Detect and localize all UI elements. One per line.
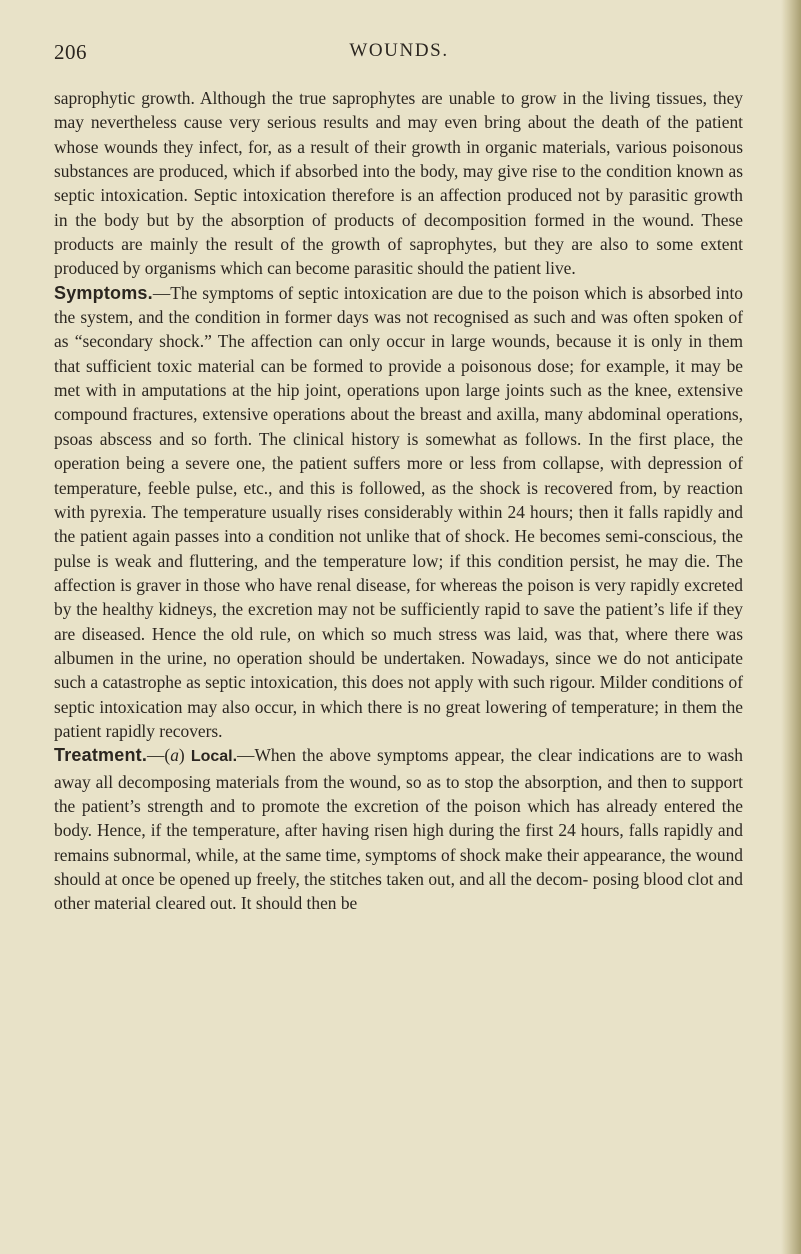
dash-open: —( <box>147 745 171 766</box>
section-heading-treatment: Treatment. <box>54 745 148 766</box>
paragraph-symptoms <box>54 281 743 744</box>
paragraph-text: —The symptoms of septic intoxication are due to the poison which is absorbed into the system, and the condition in former days was not recognised as such and was often spoken of as “secondary shock.” The affection can only occur in large wounds, because it is only in them that sufficient toxic material can be formed to provide a poisonous dose; for example, it may be met with in amputations at the hip joint, operations upon large joints such as the knee, extensive compound fractures, extensive operations about the breast and axilla, many abdominal operations, psoas abscess and so forth. The clinical history is somewhat as follows. In the first place, the operation being a severe one, the patient suffers more or less from collapse, with depression of temperature, feeble pulse, etc., and this is followed, as the shock is recovered from, by reaction with pyrexia. The temperature usually rises considerably within 24 hours; then it falls rapidly and the patient again passes into a condition not unlike that of shock. He becomes semi-conscious, the pulse is weak and fluttering, and the temperature low; if this condition persist, he may die. The affection is graver in those who have renal disease, for whereas the poison is very rapidly excreted by the healthy kidneys, the excretion may not be sufficiently rapid to save the patient’s life if they are diseased. Hence the old rule, on which so much stress was laid, was that, where there was albumen in the urine, no operation should be undertaken. Nowadays, since we do not anticipate such a catastrophe as septic intoxication, this does not apply with such rigour. Milder conditions of septic intoxication may also occur, in which there is no great lowering of temperature; in them the patient rapidly recovers. <box>54 282 743 741</box>
page-edge-shadow <box>781 0 801 1254</box>
dash-close: ) <box>178 745 191 766</box>
paragraph-text: —When the above symptoms appear, the clear indications are to wash away all decomposing materials from the wound, so as to stop the absorption, and then to support the patient’s strength and to promote the excretion of the poison which has already entered the body. Hence, if the temperature, after having risen high during the first 24 hours, falls rapidly and remains subnormal, while, at the same time, symptoms of shock make their appearance, the wound should at once be opened up freely, the stitches taken out, and all the decom- posing blood clot and other material cleared out. It should then be <box>54 745 743 914</box>
list-marker: a <box>170 745 179 766</box>
paragraph-saprophytic-growth <box>54 86 743 281</box>
paragraph-treatment <box>54 743 743 915</box>
section-heading-symptoms: Symptoms. <box>54 282 153 303</box>
running-head <box>54 40 744 70</box>
paragraph-text: saprophytic growth. Although the true saprophytes are unable to grow in the living tissues, they may nevertheless cause very serious results and may even bring about the death of the patient whose wounds they infect, for, as a result of their growth in organic materials, various poisonous substances are produced, which if absorbed into the body, may give rise to the condition known as septic intoxication. Septic intoxication therefore is an affection produced not by parasitic growth in the body but by the absorption of products of decomposition formed in the wound. These products are mainly the result of the growth of saprophytes, but they are also to some extent produced by organisms which can become parasitic should the patient live. <box>54 88 743 279</box>
body-text <box>54 86 743 916</box>
subheading-local: Local. <box>190 748 238 766</box>
running-title: WOUNDS. <box>349 40 449 61</box>
page-number: 206 <box>54 40 87 64</box>
